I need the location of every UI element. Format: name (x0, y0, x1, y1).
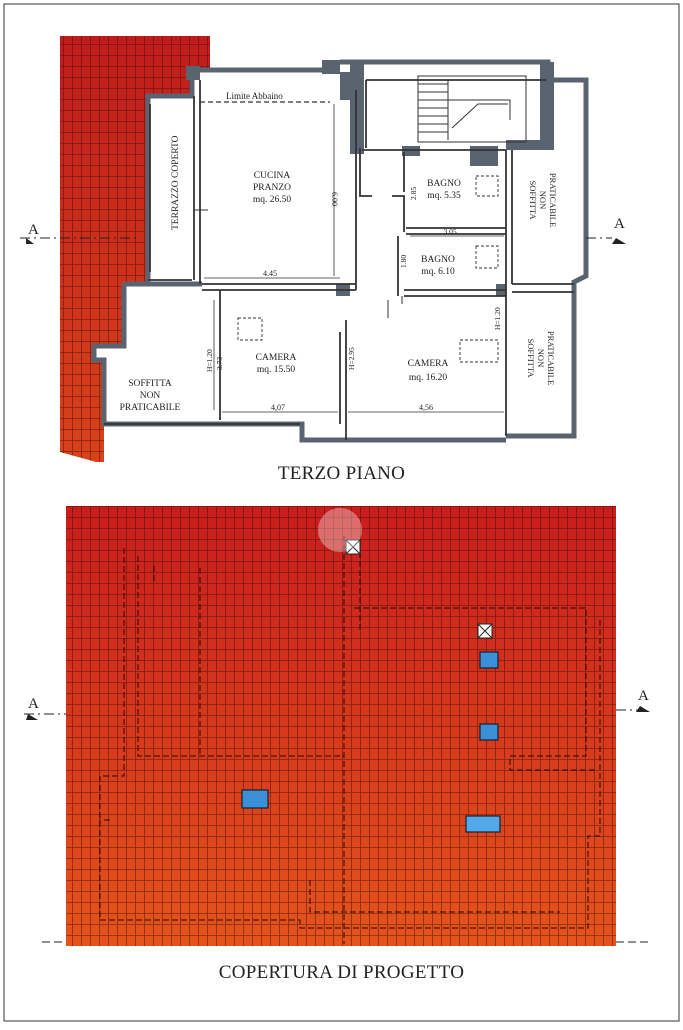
dim-285: 2.85 (409, 186, 418, 200)
bath2-area: mq. 6.10 (421, 267, 455, 277)
soffitta-label-3: PRATICABILE (119, 403, 181, 413)
camera1-area: mq. 15.50 (256, 365, 296, 375)
h-120-left: H=1.20 (205, 349, 214, 372)
skylight-4 (466, 816, 500, 832)
soffitta-bottom-right (526, 331, 556, 385)
dim-456: 4,56 (419, 403, 433, 412)
watermark-logo (318, 508, 362, 552)
soffitta-br-1: SOFFITTA (526, 338, 536, 378)
h-120-right: H=1.20 (493, 307, 502, 330)
soffitta-tr-3: PRATICABILE (548, 172, 558, 228)
camera1-label: CAMERA (255, 353, 297, 363)
kitchen-label-1: CUCINA (253, 171, 291, 181)
h-295: H=2.95 (347, 347, 356, 370)
camera2-area: mq. 16.20 (408, 373, 448, 383)
soffitta-br-3: PRATICABILE (546, 330, 556, 386)
soffitta-label-1: SOFFITTA (128, 379, 172, 389)
bath2-label: BAGNO (421, 255, 455, 265)
section-label-a-right: A (614, 216, 625, 232)
soffitta-tr-2: NON (538, 190, 548, 210)
dim-180: 1.80 (399, 254, 408, 268)
kitchen-area: mq. 26.50 (252, 195, 292, 205)
skylight-1 (480, 652, 498, 668)
limit-abbaino-label: Limite Abbaino (226, 91, 283, 101)
interior-walls (104, 80, 574, 440)
soffitta-br-2: NON (536, 348, 546, 368)
bath1-label: BAGNO (427, 179, 461, 189)
dim-600: 6.00 (330, 192, 339, 206)
roof-plan (66, 506, 616, 946)
roof-strip-left (60, 36, 210, 462)
bath1-area: mq. 5.35 (427, 191, 461, 201)
section-label-a-bottom-left: A (28, 696, 39, 712)
dim-407: 4,07 (271, 403, 285, 412)
roof-title: COPERTURA DI PROGETTO (218, 962, 465, 983)
terrace-label: TERRAZZO COPERTO (171, 135, 181, 230)
skylight-3 (242, 790, 268, 808)
dim-373: 3.73 (215, 356, 224, 370)
dim-445: 4.45 (263, 269, 277, 278)
section-label-a-bottom-right: A (638, 688, 649, 704)
dim-305: 3.05 (443, 227, 457, 236)
door-marks (194, 210, 402, 318)
staircase (418, 76, 526, 142)
soffitta-label-2: NON (139, 391, 161, 401)
section-label-a-left: A (28, 222, 39, 238)
camera2-label: CAMERA (407, 359, 449, 369)
skylight-2 (480, 724, 498, 740)
floor-title: TERZO PIANO (277, 463, 406, 484)
soffitta-top-right (528, 173, 558, 227)
roof-tiles (66, 506, 616, 946)
soffitta-tr-1: SOFFITTA (528, 180, 538, 220)
kitchen-label-2: PRANZO (252, 183, 292, 193)
